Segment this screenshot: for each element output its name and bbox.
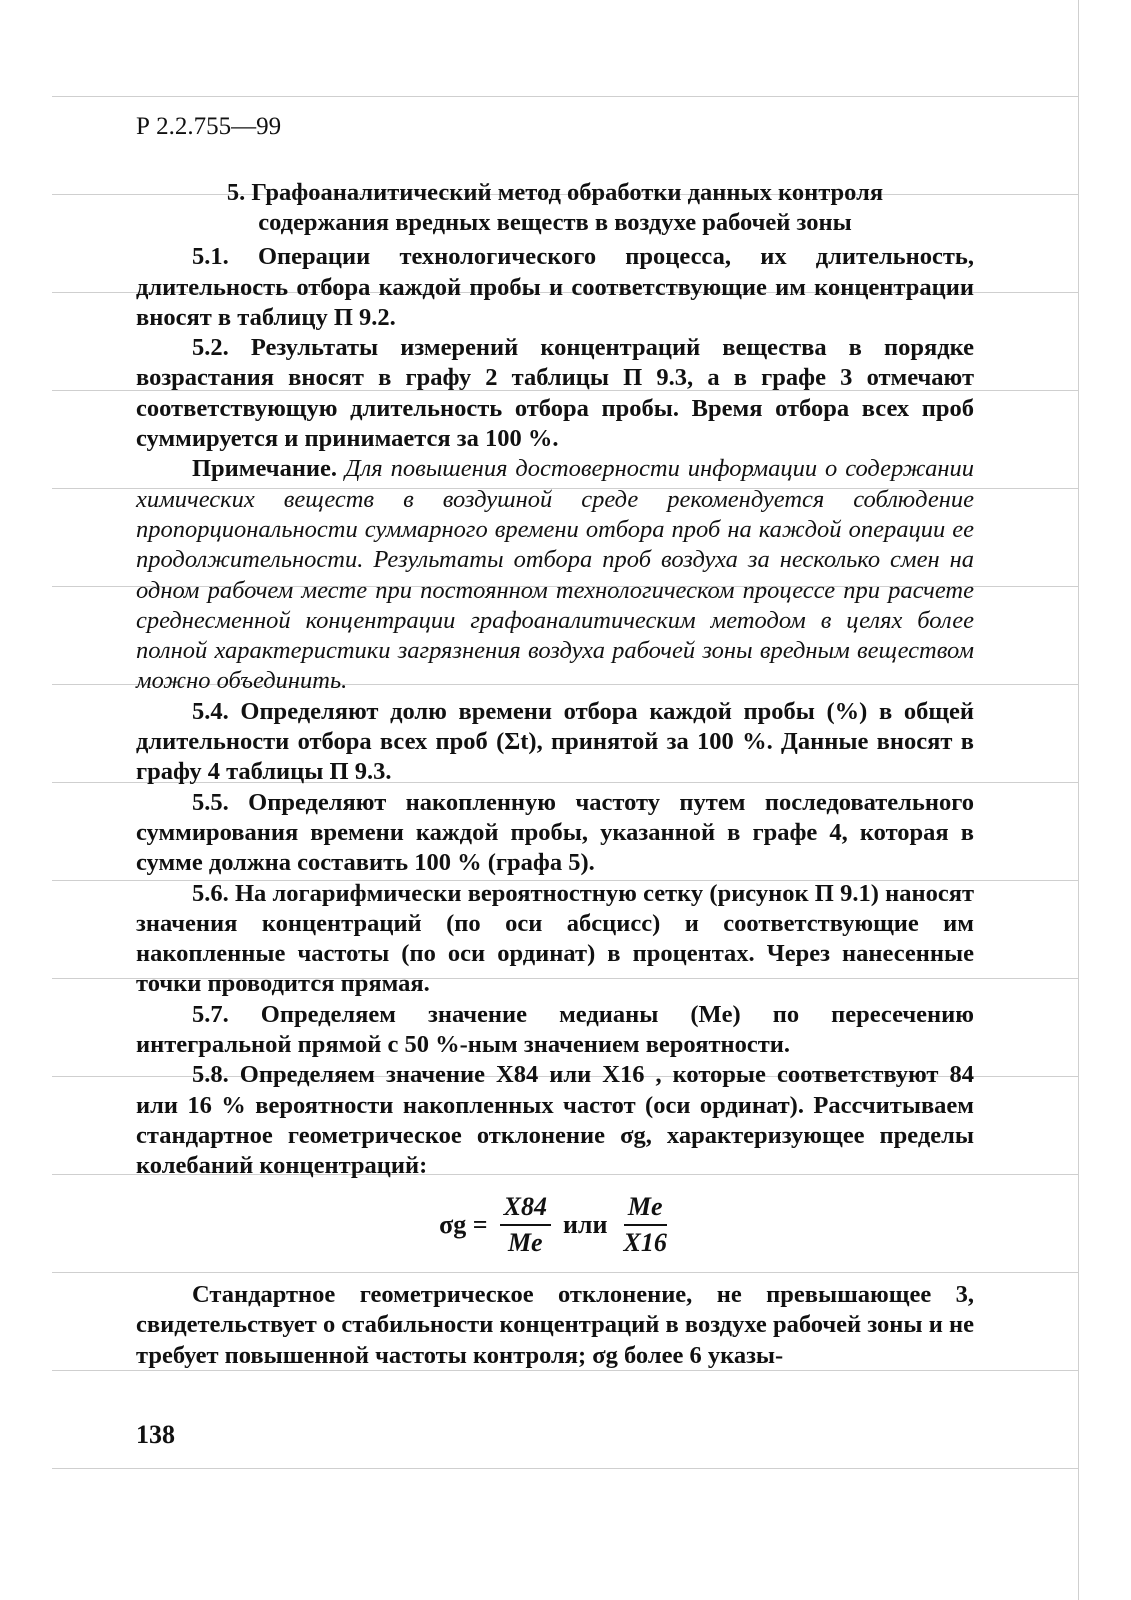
paragraph-final: Стандартное геометрическое отклонение, не превышающее 3, свидетельствует о стабильности концентраций в воздухе рабочей зоны и не требует повышенной частоты контроля; σg более 6 указы- bbox=[136, 1281, 974, 1369]
document-code: Р 2.2.755—99 bbox=[136, 113, 282, 140]
formula-lhs: σg = bbox=[439, 1209, 488, 1239]
page-body bbox=[136, 112, 974, 1371]
paragraph-5-6: 5.6. На логарифмически вероятностную сетку (рисунок П 9.1) наносят значения концентраций (по оси абсцисс) и соответствующие им накопленные частоты (по оси ординат) в процентах. Через нанесенные точки проводится прямая. bbox=[136, 879, 974, 998]
scan-edge-line bbox=[1078, 0, 1079, 1600]
fraction-numerator: Me bbox=[624, 1192, 667, 1226]
sigma-formula bbox=[136, 1192, 974, 1259]
note-paragraph bbox=[136, 454, 974, 696]
scan-rule-line bbox=[52, 96, 1078, 97]
paragraph-5-4: 5.4. Определяют долю времени отбора каждой пробы (%) в общей длительности отбора всех проб (Σt), принятой за 100 %. Данные вносят в графу 4 таблицы П 9.3. bbox=[136, 697, 974, 786]
fraction-denominator: Me bbox=[507, 1227, 543, 1257]
fraction-numerator: X84 bbox=[500, 1192, 551, 1226]
fraction-denominator: X16 bbox=[623, 1227, 667, 1257]
paragraph-5-8: 5.8. Определяем значение X84 или X16 , которые соответствуют 84 или 16 % вероятности накопленных частот (оси ординат). Рассчитываем стандартное геометрическое отклонение σg, характеризующее пределы колебаний концентраций: bbox=[136, 1061, 974, 1180]
section-title-line: содержания вредных веществ в воздухе рабочей зоны bbox=[258, 209, 852, 237]
formula-fraction-2 bbox=[620, 1192, 671, 1259]
paragraph-5-7: 5.7. Определяем значение медианы (Me) по пересечению интегральной прямой с 50 %-ным значением вероятности. bbox=[136, 1000, 974, 1059]
formula-connector: или bbox=[562, 1209, 608, 1239]
paragraph-5-5: 5.5. Определяют накопленную частоту путем последовательного суммирования времени каждой пробы, указанной в графе 4, которая в сумме должна составить 100 % (графа 5). bbox=[136, 788, 974, 877]
paragraph-5-2: 5.2. Результаты измерений концентраций вещества в порядке возрастания вносят в графу 2 таблицы П 9.3, а в графе 3 отмечают соответствующую длительность отбора пробы. Время отбора всех проб суммируется и принимается за 100 %. bbox=[136, 334, 974, 453]
paragraph-5-1: 5.1. Операции технологического процесса, их длительность, длительность отбора каждой пробы и соответствующие им концентрации вносят в таблицу П 9.2. bbox=[136, 243, 974, 331]
page-number: 138 bbox=[136, 1420, 175, 1449]
note-label: Примечание. bbox=[192, 455, 338, 483]
formula-fraction-1 bbox=[500, 1192, 551, 1259]
section-title-line: 5. Графоаналитический метод обработки данных контроля bbox=[226, 179, 884, 207]
scan-rule-line bbox=[52, 1468, 1078, 1469]
note-text: Для повышения достоверности информации о содержании химических веществ в воздушной среде рекомендуется соблюдение пропорциональности суммарного времени отбора проб на каждой операции ее продолжительности. Результаты отбора проб воздуха за несколько смен на одном рабочем месте при постоянном технологическом процессе при расчете среднесменной концентрации графоаналитическим методом в целях более полной характеристики загрязнения воздуха рабочей зоны вредным веществом можно объединить. bbox=[136, 455, 974, 695]
section-title bbox=[136, 178, 974, 238]
